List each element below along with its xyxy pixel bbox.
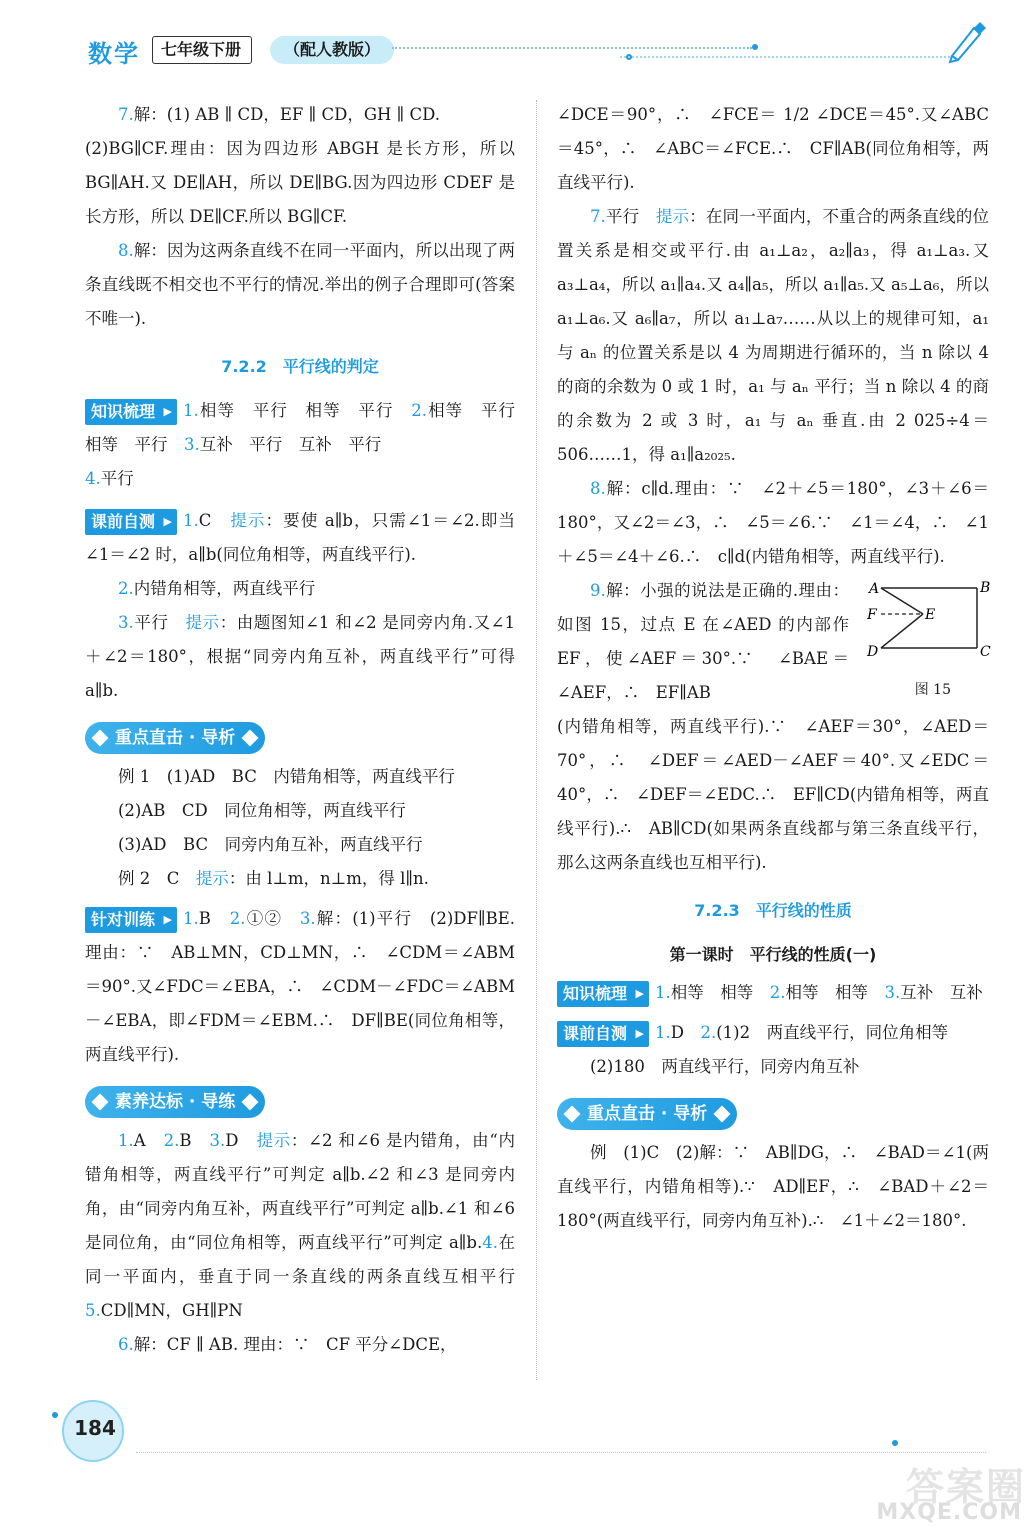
suyang-dabiao-q6: 6.解：CF ∥ AB. 理由：∵ CF 平分∠DCE，: [118, 1335, 457, 1354]
zhishi-shuli: 知识梳理 ▶ 1.相等 平行 相等 平行 2.相等 平行 相等 平行 3.互补 平行 互补 平行: [85, 394, 515, 462]
left-column: [85, 98, 532, 1362]
fig-label-F: F: [867, 607, 877, 623]
r-zhishi-shuli: 知识梳理 ▶ 1.相等 相等 2.相等 相等 3.互补 互补: [557, 976, 989, 1010]
r-keqian-zice: 课前自测 ▶ 1.D 2.(1)2 两直线平行，同位角相等: [557, 1016, 989, 1050]
footer-dot: [892, 1440, 898, 1446]
keqian-zice-tag: 课前自测 ▶: [85, 509, 177, 535]
zhendui-xunlian-tag: 针对训练 ▶: [85, 907, 177, 933]
figure-15: [859, 576, 989, 686]
example-1c: (3)AD BC 同旁内角互补，两直线平行: [118, 835, 423, 854]
suyang-dabiao-banner: 素养达标 · 导练: [85, 1086, 265, 1118]
r-example: 例 (1)C (2)解：∵ AB∥DG，∴ ∠BAD＝∠1(两直线平行，内错角相等).∵ AD∥EF，∴ ∠BAD＋∠2＝180°(两直线平行，同旁内角互补).∴ ∠1＋∠2＝180°.: [557, 1143, 989, 1230]
keqian-zice-item3: 3.平行 提示：由题图知∠1 和∠2 是同旁内角.又∠1＋∠2＝180°，根据“同旁内角互补，两直线平行”可得 a∥b.: [85, 613, 516, 700]
page-number: 184: [74, 1416, 116, 1440]
keqian-zice-tag: 课前自测 ▶: [557, 1021, 649, 1047]
fig-label-C: C: [980, 644, 991, 660]
column-divider: [536, 100, 537, 1380]
edition-label: （配人教版）: [270, 36, 394, 64]
figure-caption: 图 15: [914, 682, 951, 698]
zhendui-xunlian: 针对训练 ▶ 1.B 2.①② 3.解：(1)平行 (2)DF∥BE.理由：∵ AB⊥MN，CD⊥MN，∴ ∠CDM＝∠ABM＝90°.又∠FDC＝∠EBA，∴ ∠CDM－∠FDC＝∠ABM－∠EBA，即∠FDM＝∠EBM.∴ DF∥BE(同位角相等，两直线平行).: [85, 902, 515, 1072]
section-title-7-2-2: 7.2.2 平行线的判定: [221, 357, 379, 376]
suyang-dabiao-answers: 1.A 2.B 3.D 提示：∠2 和∠6 是内错角，由“内错角相等，两直线平行”可判定 a∥b.∠2 和∠3 是同旁内角，由“同旁内角互补，两直线平行”可判定 a∥b.∠1 和∠6 是同位角，由“同位角相等，两直线平行”可判定 a∥b.4.在同一平面内，垂直于同一条直线的两条直线互相平行 5.CD∥MN，GH∥PN: [85, 1131, 532, 1320]
right-column: [557, 98, 989, 1238]
subject-title: 数学: [88, 40, 140, 68]
answer-q7-part2: (2)BG∥CF.理由：因为四边形 ABGH 是长方形，所以 BG∥AH.又 DE∥AH，所以 DE∥BG.因为四边形 CDEF 是长方形，所以 DE∥CF.所以 BG∥CF.: [85, 139, 515, 226]
grade-label: 七年级下册: [152, 36, 252, 64]
answer-q7: 7.解：(1) AB ∥ CD，EF ∥ CD，GH ∥ CD.: [118, 105, 441, 124]
r-keqian-zice-part2: (2)180 两直线平行，同旁内角互补: [590, 1057, 860, 1076]
zhishi-shuli-tag: 知识梳理 ▶: [85, 399, 177, 425]
r-zhongdian-zhiji-banner: 重点直击 · 导析: [557, 1098, 737, 1130]
fig-label-E: E: [925, 607, 936, 623]
zhishi-shuli-item4: 4.平行: [85, 469, 134, 488]
header-dotted-line: [620, 56, 950, 58]
example-1a: 例 1 (1)AD BC 内错角相等，两直线平行: [118, 767, 455, 786]
answer-q6-continued: ∠DCE＝90°，∴ ∠FCE＝ 1/2 ∠DCE＝45°.又∠ABC＝45°，∴ ∠ABC＝∠FCE.∴ CF∥AB(同位角相等，两直线平行).: [557, 105, 989, 192]
zhongdian-zhiji-banner: 重点直击 · 导析: [85, 722, 265, 754]
header-dot: [752, 44, 758, 50]
example-2: 例 2 C 提示：由 l⊥m，n⊥m，得 l∥n.: [118, 869, 429, 888]
page-number-badge: [56, 1398, 136, 1464]
answer-r-q9: A B C D E F 图 15 9.解：小强的说法是正确的.理由：如图 15，过点 E 在∠AED 的内部作 EF，使∠AEF＝30°.∵ ∠BAE＝∠AEF，∴ EF∥AB (内错角相等，两直线平行).∵ ∠AEF＝30°，∠AED＝70°，∴ ∠DEF＝∠AED－∠AEF＝40°.又∠EDC＝40°，∴ ∠DEF＝∠EDC.∴ EF∥CD(内错角相等，两直线平行).∴ AB∥CD(如果两条直线都与第三条直线平行，那么这两条直线也互相平行).: [557, 574, 989, 880]
kegian-zice: 课前自测 ▶ 1.C 提示：要使 a∥b，只需∠1＝∠2.即当∠1＝∠2 时，a∥b(同位角相等，两直线平行).: [85, 504, 515, 572]
fig-label-A: A: [869, 581, 880, 597]
answer-q8: 8.解：因为这两条直线不在同一平面内，所以出现了两条直线既不相交也不平行的情况.举出的例子合理即可(答案不唯一).: [85, 241, 515, 328]
keqian-zice-item2: 2.内错角相等，两直线平行: [118, 579, 316, 598]
header-dotted-line: [392, 47, 752, 49]
answer-r-q7: 7.平行 提示：在同一平面内，不重合的两条直线的位置关系是相交或平行.由 a₁⊥a₂，a₂∥a₃，得 a₁⊥a₃.又 a₃⊥a₄，所以 a₁∥a₄.又 a₄∥a₅，所以 a₁∥a₅.又 a₅⊥a₆，所以 a₁⊥a₆.又 a₆∥a₇，所以 a₁⊥a₇……从以上的规律可知，a₁ 与 aₙ 的位置关系是以 4 为周期进行循环的，当 n 除以 4 的商的余数为 0 或 1 时，a₁ 与 aₙ 平行；当 n 除以 4 的商的余数为 2 或 3 时，a₁ 与 aₙ 垂直.由 2 025÷4＝506……1，得 a₁∥a₂₀₂₅.: [557, 207, 990, 464]
footer-dot: [52, 1412, 58, 1418]
page-header: [0, 0, 1035, 80]
watermark-logo: 答案圈 MXQE.COM: [876, 1465, 1026, 1525]
zhishi-shuli-tag: 知识梳理 ▶: [557, 981, 649, 1007]
pen-icon: [944, 18, 988, 62]
fig-label-D: D: [867, 644, 879, 660]
section-title-7-2-3: 7.2.3 平行线的性质: [694, 901, 852, 920]
lesson-title: 第一课时 平行线的性质(一): [669, 945, 877, 964]
fig-label-B: B: [980, 580, 991, 596]
footer-dotted-line: [136, 1452, 986, 1453]
answer-r-q8: 8.解：c∥d.理由：∵ ∠2＋∠5＝180°，∠3＋∠6＝180°，又∠2＝∠3，∴ ∠5＝∠6.∵ ∠1＝∠4，∴ ∠1＋∠5＝∠4＋∠6.∴ c∥d(内错角相等，两直线平行).: [557, 479, 989, 566]
example-1b: (2)AB CD 同位角相等，两直线平行: [118, 801, 406, 820]
